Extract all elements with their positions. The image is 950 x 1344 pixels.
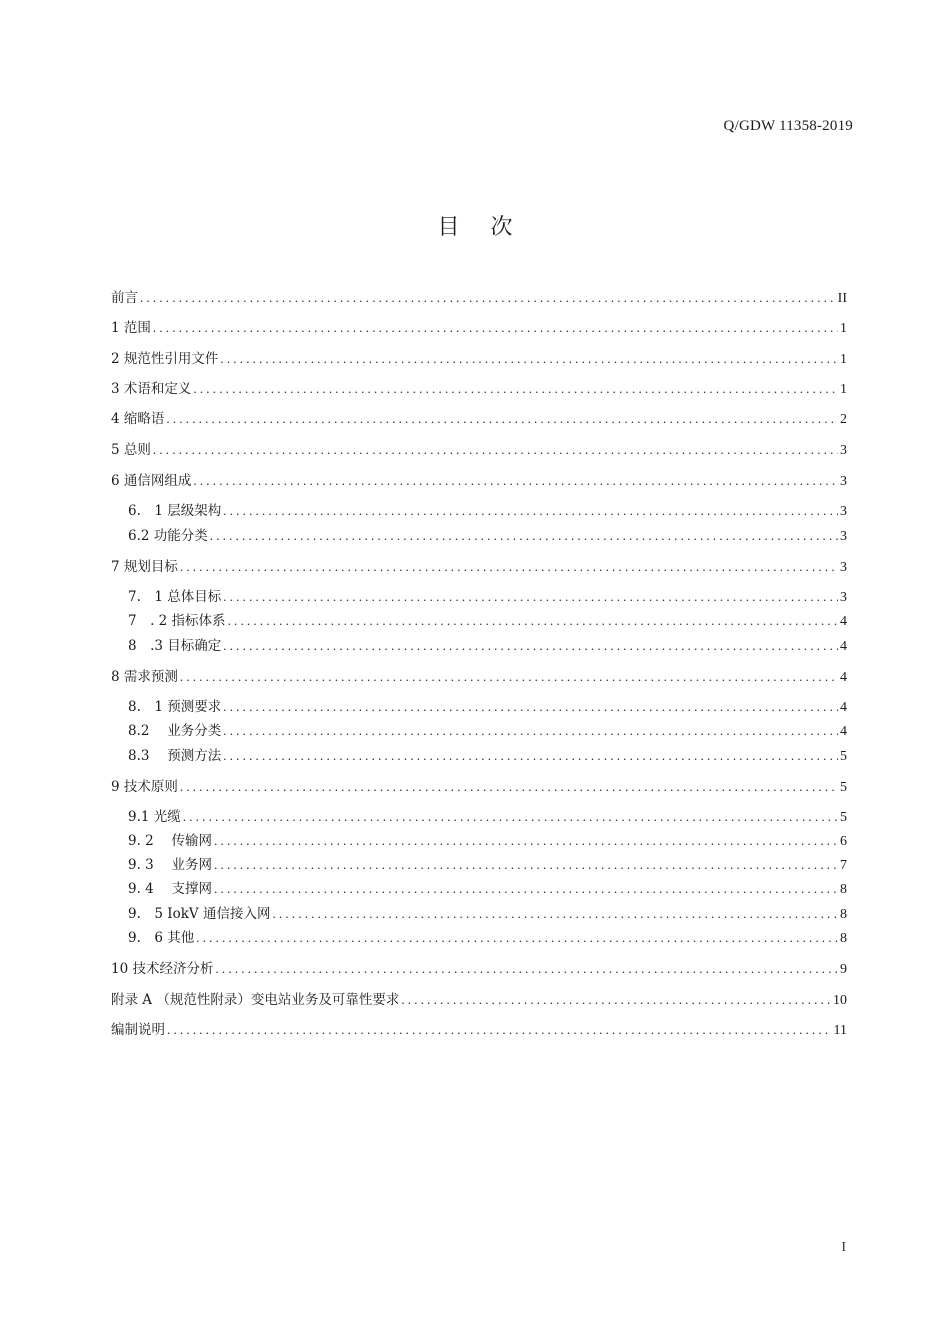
toc-entry-label: 9.1 光缆: [128, 809, 181, 825]
toc-leader-dots: [223, 636, 838, 656]
toc-entry-9-5[interactable]: [128, 904, 847, 924]
toc-entry-7-3[interactable]: [128, 636, 847, 656]
toc-entry-label: 7. 1 总体目标: [128, 589, 222, 605]
toc-entry-page: 2: [840, 412, 847, 427]
toc-leader-dots: [214, 855, 838, 875]
toc-entry-page: 8: [840, 931, 847, 946]
toc-entry-label: 7 . 2 指标体系: [128, 613, 226, 629]
toc-entry-economic-analysis[interactable]: [111, 959, 847, 979]
toc-entry-page: 4: [840, 670, 847, 685]
toc-entry-label: 9. 2 传输网: [128, 833, 213, 849]
toc-entry-label: 9 技术原则: [111, 779, 178, 795]
toc-leader-dots: [223, 721, 838, 741]
toc-entry-label: 9. 3 业务网: [128, 857, 213, 873]
toc-entry-label: 9. 4 支撑网: [128, 881, 213, 897]
toc-entry-technical-principles[interactable]: [111, 777, 847, 797]
toc-entry-compilation-notes[interactable]: [111, 1020, 847, 1040]
toc-entry-terms[interactable]: [111, 379, 847, 399]
toc-entry-page: II: [837, 291, 847, 306]
toc-entry-6-2[interactable]: [128, 526, 847, 546]
toc-leader-dots: [223, 697, 838, 717]
toc-leader-dots: [223, 746, 838, 766]
toc-leader-dots: [166, 409, 838, 429]
toc-entry-7-1[interactable]: [128, 587, 847, 607]
toc-leader-dots: [167, 1020, 832, 1040]
toc-entry-page: 6: [840, 834, 847, 849]
toc-entry-general[interactable]: [111, 440, 847, 460]
toc-entry-label: 4 缩略语: [111, 411, 165, 427]
toc-leader-dots: [193, 471, 838, 491]
toc-leader-dots: [214, 879, 838, 899]
toc-entry-7-2[interactable]: [128, 611, 847, 631]
toc-entry-label: 前言: [111, 290, 138, 306]
standard-code: Q/GDW 11358-2019: [723, 118, 853, 134]
toc-leader-dots: [196, 928, 838, 948]
toc-leader-dots: [223, 587, 838, 607]
toc-entry-page: 1: [840, 321, 847, 336]
toc-leader-dots: [223, 501, 838, 521]
toc-leader-dots: [272, 904, 838, 924]
page-title: 目 次: [437, 215, 525, 240]
toc-entry-page: 5: [840, 749, 847, 764]
toc-entry-page: 4: [840, 614, 847, 629]
toc-entry-scope[interactable]: [111, 318, 847, 338]
toc-entry-appendix-a[interactable]: [111, 990, 847, 1010]
toc-entry-8-3[interactable]: [128, 746, 847, 766]
toc-entry-9-2[interactable]: [128, 831, 847, 851]
toc-entry-network-composition[interactable]: [111, 471, 847, 491]
toc-entry-page: 1: [840, 352, 847, 367]
toc-leader-dots: [215, 959, 838, 979]
toc-leader-dots: [214, 831, 838, 851]
toc-entry-page: 3: [840, 529, 847, 544]
toc-entry-abbreviations[interactable]: [111, 409, 847, 429]
toc-leader-dots: [180, 667, 838, 687]
toc-entry-label: 附录 A （规范性附录）变电站业务及可靠性要求: [111, 992, 400, 1008]
toc-leader-dots: [180, 557, 838, 577]
toc-entry-label: 8 .3 目标确定: [128, 638, 222, 654]
toc-entry-9-3[interactable]: [128, 855, 847, 875]
toc-entry-page: 3: [840, 504, 847, 519]
toc-entry-page: 8: [840, 907, 847, 922]
toc-entry-page: 1: [840, 382, 847, 397]
toc-entry-label: 9. 6 其他: [128, 930, 195, 946]
toc-entry-foreword[interactable]: [111, 288, 847, 308]
toc-entry-page: 3: [840, 443, 847, 458]
toc-entry-label: 8. 1 预测要求: [128, 699, 222, 715]
toc-entry-label: 7 规划目标: [111, 559, 178, 575]
toc-leader-dots: [180, 777, 838, 797]
toc-leader-dots: [220, 349, 838, 369]
toc-leader-dots: [183, 807, 838, 827]
toc-entry-label: 5 总则: [111, 442, 151, 458]
toc-leader-dots: [153, 318, 838, 338]
toc-entry-label: 6. 1 层级架构: [128, 503, 222, 519]
toc-entry-page: 11: [833, 1023, 847, 1038]
toc-entry-label: 8 需求预测: [111, 669, 178, 685]
toc-entry-page: 8: [840, 882, 847, 897]
toc-leader-dots: [153, 440, 838, 460]
toc-entry-page: 7: [840, 858, 847, 873]
toc-entry-planning-targets[interactable]: [111, 557, 847, 577]
toc-entry-label: 6.2 功能分类: [128, 528, 208, 544]
toc-entry-page: 3: [840, 474, 847, 489]
toc-entry-label: 10 技术经济分析: [111, 961, 214, 977]
toc-entry-page: 3: [840, 560, 847, 575]
toc-entry-9-4[interactable]: [128, 879, 847, 899]
toc-entry-page: 9: [840, 962, 847, 977]
toc-entry-label: 2 规范性引用文件: [111, 351, 219, 367]
toc-entry-label: 9. 5 IokV 通信接入网: [128, 906, 271, 922]
toc-entry-page: 4: [840, 639, 847, 654]
toc-entry-page: 3: [840, 590, 847, 605]
toc-leader-dots: [228, 611, 838, 631]
page-number: I: [841, 1240, 846, 1255]
toc-entry-label: 8.2 业务分类: [128, 723, 222, 739]
toc-entry-demand-forecast[interactable]: [111, 667, 847, 687]
toc-entry-normative-references[interactable]: [111, 349, 847, 369]
toc-entry-page: 4: [840, 724, 847, 739]
toc-entry-page: 5: [840, 810, 847, 825]
toc-entry-label: 6 通信网组成: [111, 473, 192, 489]
toc-entry-label: 编制说明: [111, 1022, 165, 1038]
toc-entry-page: 10: [833, 993, 847, 1008]
toc-entry-6-1[interactable]: [128, 501, 847, 521]
toc-entry-page: 5: [840, 780, 847, 795]
toc-leader-dots: [210, 526, 838, 546]
toc-entry-label: 8.3 预测方法: [128, 748, 222, 764]
toc-entry-label: 1 范围: [111, 320, 151, 336]
toc-leader-dots: [193, 379, 838, 399]
toc-leader-dots: [401, 990, 831, 1010]
toc-entry-page: 4: [840, 700, 847, 715]
toc-entry-label: 3 术语和定义: [111, 381, 192, 397]
toc-leader-dots: [140, 288, 836, 308]
toc-entry-8-1[interactable]: [128, 697, 847, 717]
toc-entry-8-2[interactable]: [128, 721, 847, 741]
toc-entry-9-6[interactable]: [128, 928, 847, 948]
toc-entry-9-1[interactable]: [128, 807, 847, 827]
